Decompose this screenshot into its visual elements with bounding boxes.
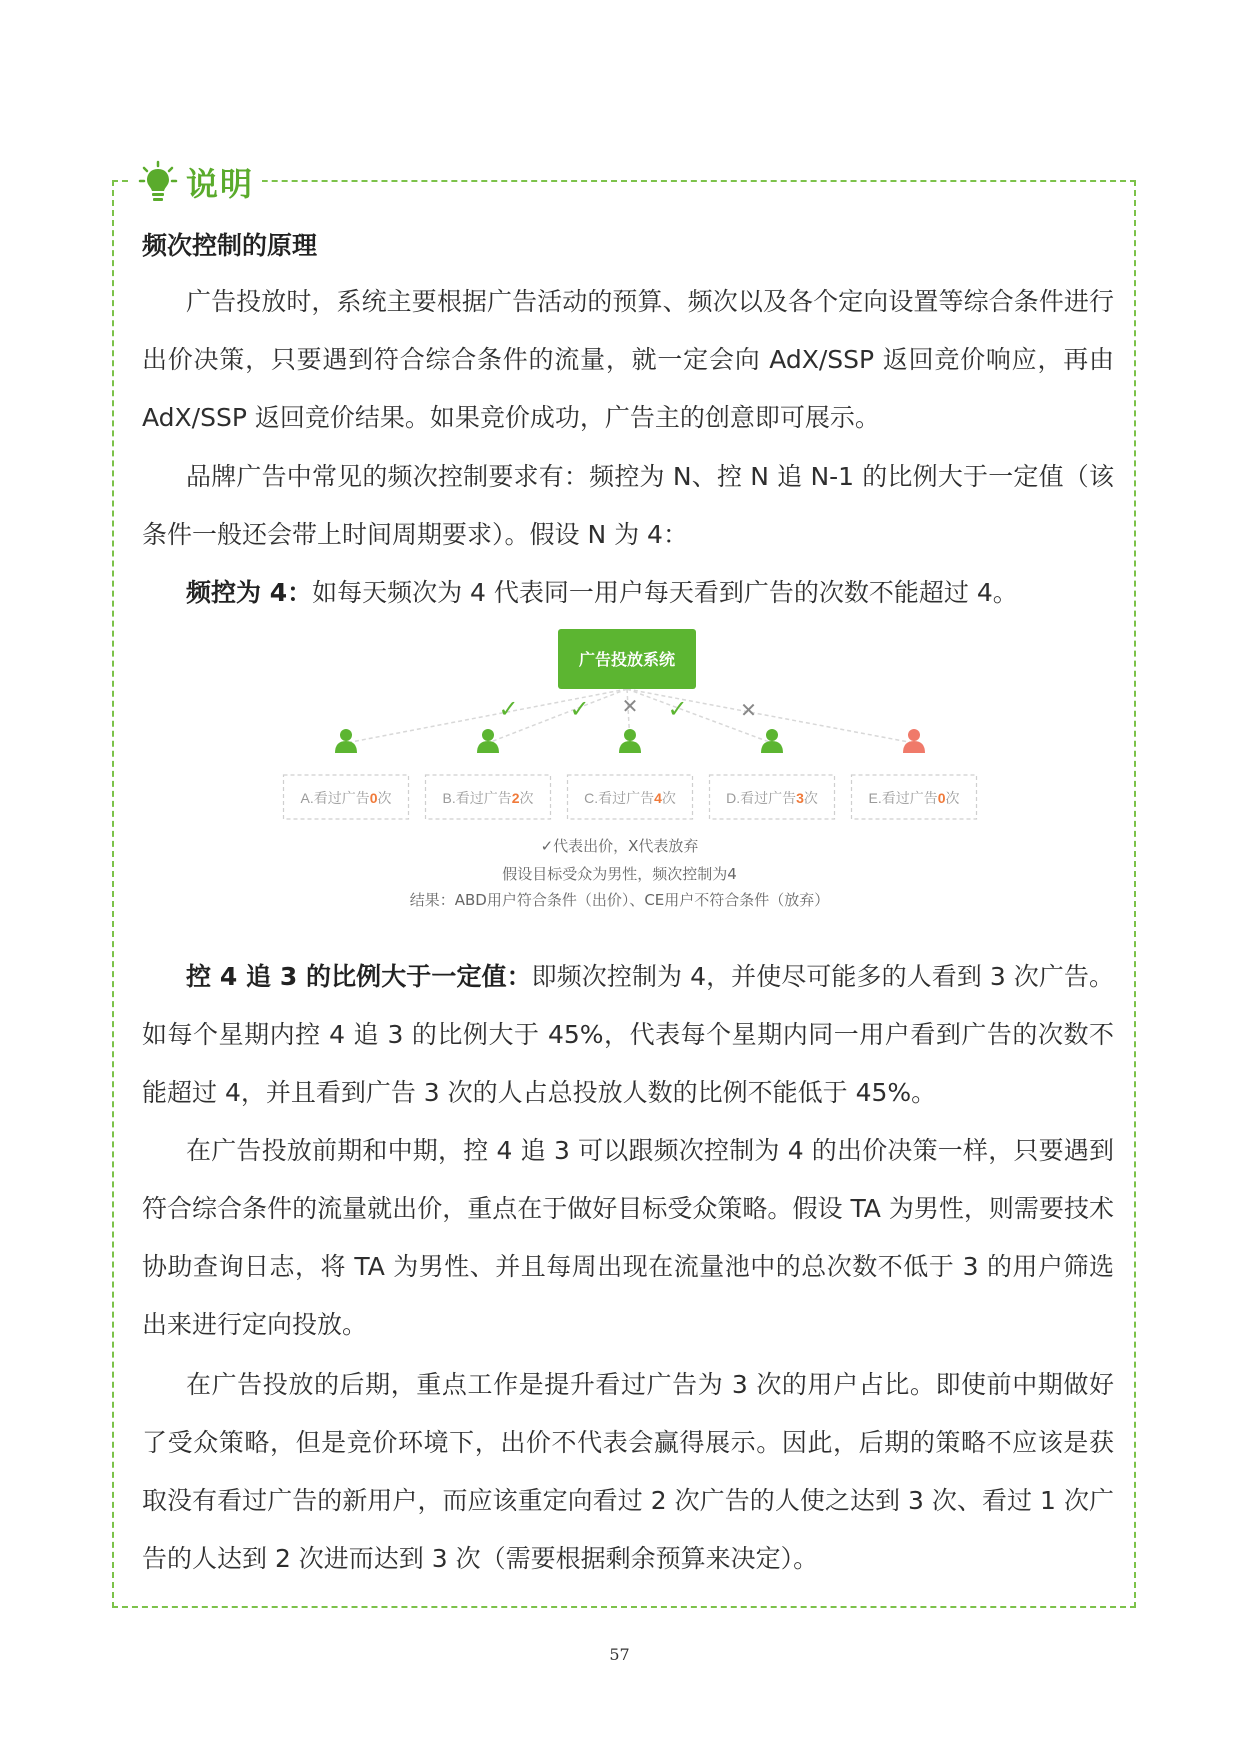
user-icon — [903, 729, 925, 753]
check-icon: ✓ — [569, 695, 590, 723]
note-header — [130, 160, 262, 204]
note-title: 说明 — [186, 165, 255, 203]
check-icon: ✓ — [498, 695, 519, 723]
user-label: C.看过广告4次 — [584, 790, 676, 806]
paragraph-2: 品牌广告中常见的频次控制要求有：频控为 N、控 N 追 N-1 的比例大于一定值（该条件一般还会带上时间周期要求）。假设 N 为 4： — [142, 462, 1114, 549]
user-label: A.看过广告0次 — [300, 790, 392, 806]
diagram-caption-3: 结果：ABD用户符合条件（出价）、CE用户不符合条件（放弃） — [409, 891, 830, 909]
lightbulb-icon — [138, 160, 178, 204]
user-icon — [335, 729, 357, 753]
page-number: 57 — [609, 1645, 630, 1664]
section-title: 频次控制的原理 — [142, 231, 318, 260]
paragraph-3-body: 如每天频次为 4 代表同一用户每天看到广告的次数不能超过 4。 — [312, 578, 1018, 607]
paragraph-1: 广告投放时，系统主要根据广告活动的预算、频次以及各个定向设置等综合条件进行出价决策，只要遇到符合综合条件的流量，就一定会向 AdX/SSP 返回竞价响应，再由 AdX/SSP 返回竞价结果。如果竞价成功，广告主的创意即可展示。 — [142, 287, 1114, 432]
paragraph-4-body: 即频次控制为 4，并使尽可能多的人看到 3 次广告。如每个星期内控 4 追 3 的比例大于 45%，代表每个星期内同一用户看到广告的次数不能超过 4，并且看到广告 3 次的人占总投放人数的比例不能低于 45%。 — [142, 962, 1115, 1107]
cross-icon: ✕ — [621, 694, 639, 718]
paragraph-5: 在广告投放前期和中期，控 4 追 3 可以跟频次控制为 4 的出价决策一样，只要遇到符合综合条件的流量就出价，重点在于做好目标受众策略。假设 TA 为男性，则需要技术协助查询日志，将 TA 为男性、并且每周出现在流量池中的总次数不低于 3 的用户筛选出来进行定向投放。 — [142, 1136, 1114, 1339]
user-label: E.看过广告0次 — [868, 790, 960, 806]
diagram-caption-2: 假设目标受众为男性，频次控制为4 — [502, 865, 737, 883]
paragraph-3-lead: 频控为 4： — [186, 578, 313, 607]
cross-icon: ✕ — [740, 698, 757, 722]
user-icon — [619, 729, 641, 753]
system-label: 广告投放系统 — [578, 652, 676, 669]
user-icon — [477, 729, 499, 753]
check-icon: ✓ — [667, 695, 688, 723]
user-label: D.看过广告3次 — [726, 790, 818, 806]
user-icon — [761, 729, 783, 753]
diagram-caption-1: ✓代表出价，X代表放弃 — [540, 837, 699, 855]
paragraph-4-lead: 控 4 追 3 的比例大于一定值： — [186, 962, 532, 991]
paragraph-4 — [142, 948, 1114, 1122]
paragraph-3 — [142, 564, 1114, 622]
paragraph-6: 在广告投放的后期，重点工作是提升看过广告为 3 次的用户占比。即使前中期做好了受众策略，但是竞价环境下，出价不代表会赢得展示。因此，后期的策略不应该是获取没有看过广告的新用户，而应该重定向看过 2 次广告的人使之达到 3 次、看过 1 次广告的人达到 2 次进而达到 3 次（需要根据剩余预算来决定）。 — [142, 1370, 1114, 1573]
user-label: B.看过广告2次 — [442, 790, 534, 806]
